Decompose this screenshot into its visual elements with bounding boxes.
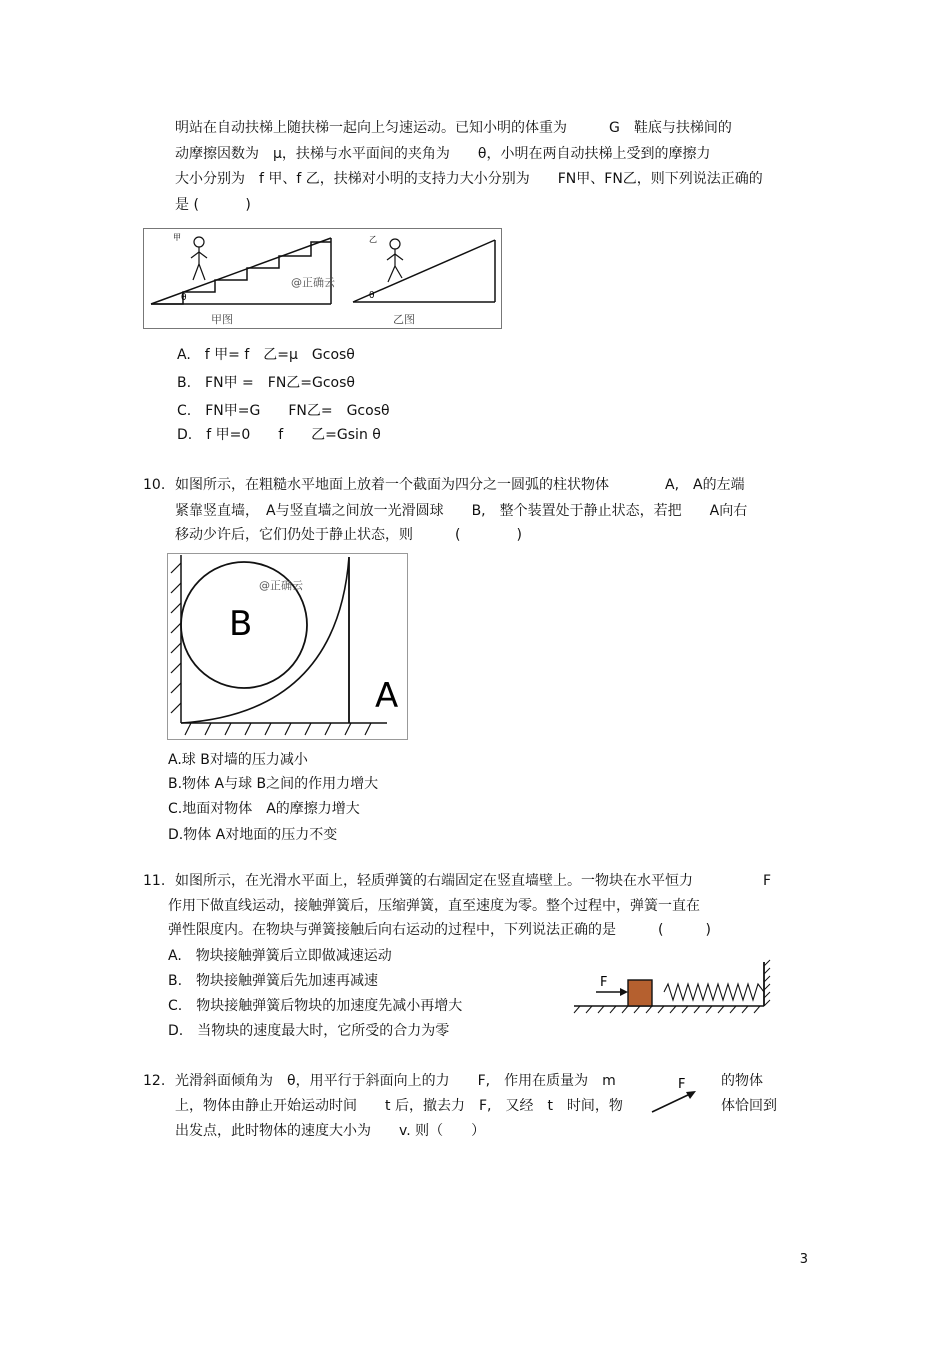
q11-option-d: D. 当物块的速度最大时，它所受的合力为零 <box>168 1023 450 1039</box>
q12-line-1: 光滑斜面倾角为 θ，用平行于斜面向上的力 F, 作用在质量为 m <box>175 1073 616 1089</box>
q11-spring <box>664 984 764 1000</box>
q9-left-person-label: 甲 <box>173 233 181 242</box>
q9-escalator-figure <box>143 228 503 330</box>
q10-option-a: A.球 B对墙的压力减小 <box>168 752 308 768</box>
q9-right-angle: θ <box>369 291 375 301</box>
q10-line-3: 移动少许后，它们仍处于静止状态，则 ( ) <box>175 527 522 543</box>
q11-block <box>628 980 652 1006</box>
q11-line-2: 作用下做直线运动，接触弹簧后，压缩弹簧，直至速度为零。整个过程中，弹簧一直在 <box>168 898 700 914</box>
q9-line-4: 是 ( ) <box>175 197 251 213</box>
q10-ball-figure <box>167 553 409 741</box>
q11-wall-hatching <box>764 960 770 1006</box>
q9-left-angle: θ <box>181 293 187 303</box>
q9-right-person-label: 乙 <box>369 235 377 244</box>
q12-number: 12. <box>143 1073 166 1089</box>
page-number: 3 <box>799 1252 808 1267</box>
watermark: @正确云 <box>259 579 303 592</box>
q11-line-3: 弹性限度内。在物块与弹簧接触后向右运动的过程中，下列说法正确的是 ( ) <box>168 922 711 938</box>
q9-right-person <box>387 239 403 282</box>
q12-line-3: 出发点，此时物体的速度大小为 v. 则（ ） <box>175 1123 486 1139</box>
q9-option-a: A. f 甲= f 乙=μ Gcosθ <box>177 347 355 363</box>
q12-line-2: 上，物体由静止开始运动时间 t 后，撤去力 F, 又经 t 时间，物 <box>175 1098 623 1114</box>
q9-option-c: C. FN甲=G FN乙= Gcosθ <box>177 403 390 419</box>
q9-left-person <box>191 237 207 280</box>
q11-ground-hatching <box>574 1006 760 1013</box>
q12-right-fragment-1: 的物体 <box>721 1073 763 1089</box>
q11-option-a: A. 物块接触弹簧后立即做减速运动 <box>168 948 392 964</box>
q10-ball-label: B <box>229 604 253 644</box>
q11-spring-figure <box>570 958 774 1016</box>
q9-right-caption: 乙图 <box>393 313 415 326</box>
q10-option-c: C.地面对物体 A的摩擦力增大 <box>168 801 360 817</box>
q10-wall-hatching <box>171 563 181 713</box>
q11-option-c: C. 物块接触弹簧后物块的加速度先减小再增大 <box>168 998 463 1014</box>
q11-number: 11. <box>143 873 166 889</box>
q10-number: 10. <box>143 477 166 493</box>
q9-option-b: B. FN甲 = FN乙=Gcosθ <box>177 375 355 391</box>
q9-line-1: 明站在自动扶梯上随扶梯一起向上匀速运动。已知小明的体重为 G 鞋底与扶梯间的 <box>175 120 732 136</box>
q10-block-label: A <box>375 676 399 716</box>
q9-option-d: D. f 甲=0 f 乙=Gsin θ <box>177 427 381 443</box>
q9-line-3: 大小分别为 f 甲、f 乙，扶梯对小明的支持力大小分别为 FN甲、FN乙，则下列说法正确的 <box>175 171 763 187</box>
q10-option-d: D.物体 A对地面的压力不变 <box>168 827 338 843</box>
q9-left-caption: 甲图 <box>211 313 233 326</box>
q10-option-b: B.物体 A与球 B之间的作用力增大 <box>168 776 379 792</box>
q10-line-1: 如图所示，在粗糙水平地面上放着一个截面为四分之一圆弧的柱状物体 A, A的左端 <box>175 477 745 493</box>
q10-line-2: 紧靠竖直墙， A与竖直墙之间放一光滑圆球 B, 整个装置处于静止状态，若把 A向右 <box>175 503 748 519</box>
q12-force-label: F <box>678 1077 686 1092</box>
q9-left-slope <box>151 238 331 304</box>
q12-force-figure <box>648 1074 700 1116</box>
q10-ground-hatching <box>185 723 371 735</box>
q11-force-label: F <box>600 975 608 990</box>
q9-line-2: 动摩擦因数为 μ，扶梯与水平面间的夹角为 θ，小明在两自动扶梯上受到的摩擦力 <box>175 146 711 162</box>
q11-option-b: B. 物块接触弹簧后先加速再减速 <box>168 973 379 989</box>
watermark: @正确云 <box>291 276 335 289</box>
q12-right-fragment-2: 体恰回到 <box>721 1098 777 1114</box>
q11-line-1: 如图所示，在光滑水平面上，轻质弹簧的右端固定在竖直墙壁上。一物块在水平恒力 F <box>175 873 772 889</box>
